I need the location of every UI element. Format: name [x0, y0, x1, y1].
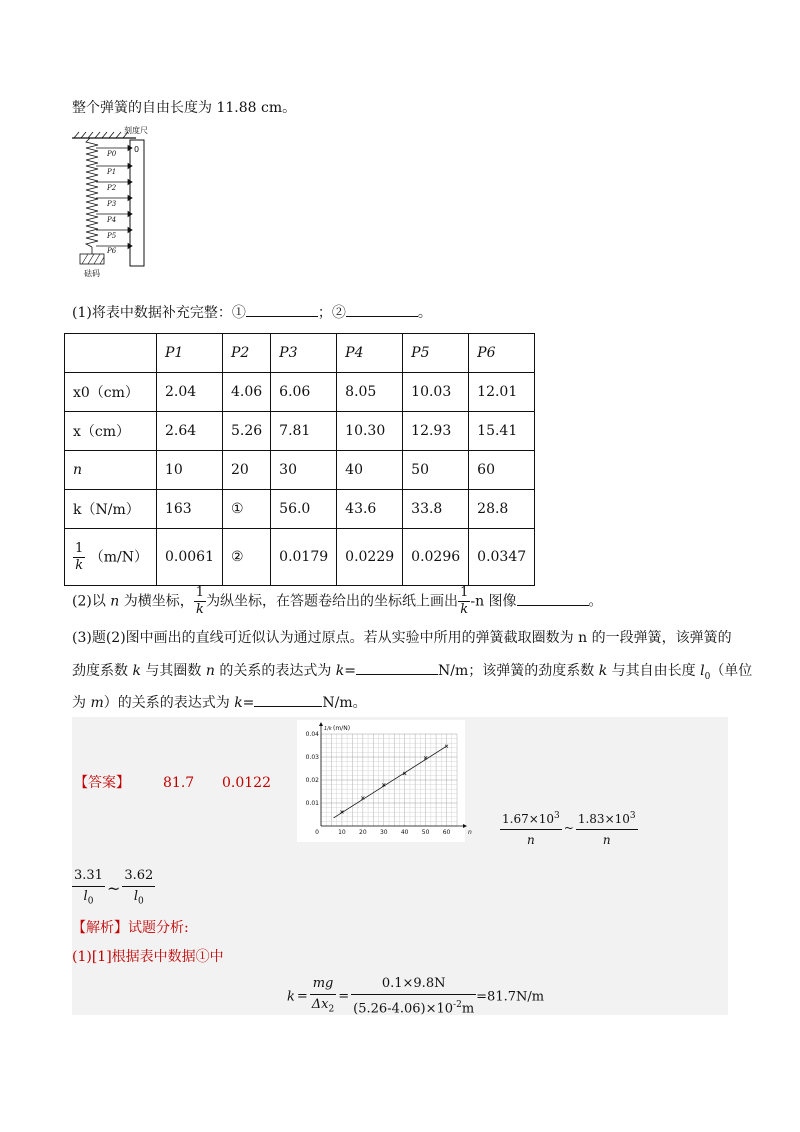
fraction [351, 974, 476, 1019]
table-row [65, 412, 535, 451]
frac-den-var: l [133, 889, 139, 904]
data-table [64, 333, 535, 586]
frac-num [576, 806, 638, 830]
eq-lhs: k [287, 989, 295, 1005]
x-tick-label: 50 [421, 829, 430, 836]
table-header: P4 [337, 334, 403, 373]
q3-var: k [598, 663, 608, 679]
fraction [500, 806, 562, 850]
frac-den [351, 995, 476, 1019]
frac-den [310, 995, 336, 1020]
frac-num: 3.31 [72, 866, 105, 887]
table-row [65, 451, 535, 490]
table-cell: 0.0179 [271, 529, 337, 586]
q1-sep: ；② [317, 305, 346, 321]
table-row [65, 490, 535, 529]
tilde: ~ [563, 821, 574, 835]
analysis-heading [72, 918, 189, 938]
analysis-equation [287, 974, 544, 1020]
fraction [576, 806, 638, 850]
weight-label: 砝码 [84, 269, 100, 278]
y-tick-label: 0.04 [305, 731, 319, 738]
q3-text: N/m；该弹簧的劲度系数 [438, 663, 599, 679]
eq-result: =81.7N/m [476, 989, 545, 1005]
q3-sub: 0 [704, 671, 711, 682]
frac-den-sub: 0 [138, 896, 144, 907]
table-cell: 28.8 [469, 490, 535, 529]
table-cell: 2.64 [156, 412, 222, 451]
frac-num: 1 [195, 585, 205, 600]
table-cell: 7.81 [271, 412, 337, 451]
frac-den: k [75, 557, 84, 573]
answer-expression-2 [72, 866, 155, 912]
frac-num: 1 [75, 540, 84, 556]
frac-den: n [527, 833, 535, 847]
y-tick-label: 0.01 [305, 800, 319, 807]
frac-num-text: 1.67×10 [502, 812, 555, 826]
frac-num: mg [310, 974, 336, 995]
q3-text: N/m。 [322, 695, 367, 711]
fraction [194, 585, 206, 618]
frac-den-var: l [83, 889, 88, 904]
y-axis-label-frac: 1/k [324, 726, 332, 732]
blank-4 [356, 660, 438, 675]
q2-d: -n 图像 [470, 593, 517, 610]
table-header: P1 [156, 334, 222, 373]
q3-text: 与其圈数 [140, 663, 206, 679]
x-tick-label: 30 [379, 829, 388, 836]
table-row [65, 529, 535, 586]
fraction [72, 866, 105, 912]
frac-num: 3.62 [122, 866, 155, 887]
frac-den: k [195, 602, 204, 617]
x-tick-label: 10 [338, 829, 346, 836]
answer-label: 【答案】 [74, 775, 130, 791]
y-tick-label: 0.03 [305, 754, 319, 761]
point-label: P2 [107, 184, 117, 192]
blank-1 [246, 302, 318, 317]
table-header: P3 [271, 334, 337, 373]
table-cell: 4.06 [222, 373, 270, 412]
frac-exp: -2 [453, 1000, 462, 1011]
row-label [65, 529, 157, 586]
q3-var: k= [335, 663, 356, 679]
analysis-line-1: (1)[1]根据表中数据①中 [72, 949, 224, 965]
table-cell: 43.6 [337, 490, 403, 529]
origin-label: 0 [315, 829, 319, 836]
row-label-unit: （m/N） [89, 549, 148, 565]
frac-den: k [460, 602, 469, 617]
table-cell: 5.26 [222, 412, 270, 451]
frac-num-text: 1.83×10 [577, 812, 630, 826]
analysis-label: 【解析】 [72, 920, 128, 936]
row-label: x0（cm） [65, 373, 157, 412]
frac-unit: m [461, 1001, 475, 1017]
table-cell: 56.0 [271, 490, 337, 529]
table-cell: ② [222, 529, 270, 586]
point-label: P4 [107, 216, 117, 224]
frac-den-sub: 2 [328, 1004, 335, 1015]
x-axis-label: n [468, 829, 472, 836]
eq-sign: = [338, 989, 350, 1005]
fraction [458, 585, 470, 618]
table-cell: 15.41 [469, 412, 535, 451]
q3-text: 为 [72, 695, 91, 711]
question-2 [72, 585, 603, 618]
table-cell: 60 [469, 451, 535, 490]
frac-den [72, 887, 105, 912]
blank-5 [254, 692, 322, 707]
fraction [310, 974, 336, 1020]
table-cell [65, 334, 157, 373]
analysis-title: 试题分析: [128, 920, 189, 936]
q3-var: k [132, 663, 141, 679]
table-header: P5 [403, 334, 469, 373]
q1-end: 。 [417, 305, 432, 321]
fraction [73, 541, 85, 574]
q3-text: （单位 [710, 663, 753, 679]
y-axis-label: (m/N) [333, 725, 351, 732]
answer-expression-1 [500, 806, 638, 850]
point-label: P0 [107, 150, 117, 158]
table-cell: 10 [156, 451, 222, 490]
table-cell: 12.93 [403, 412, 469, 451]
frac-den [122, 887, 155, 912]
fraction [122, 866, 155, 912]
answer-chart [297, 720, 472, 842]
row-label: n [65, 451, 157, 490]
q3-line-3 [72, 692, 367, 713]
q3-text: 与其自由长度 [607, 663, 701, 679]
row-label: x（cm） [65, 412, 157, 451]
table-cell: 0.0296 [403, 529, 469, 586]
row-label: k（N/m） [65, 490, 157, 529]
answer-value-1: 81.7 [163, 775, 195, 791]
frac-num: 0.1×9.8N [351, 974, 476, 995]
q3-text: 的关系的表达式为 [214, 663, 336, 679]
table-cell: 0.0061 [156, 529, 222, 586]
eq-sign: = [296, 989, 308, 1005]
q3-var: m [90, 695, 104, 711]
q3-text: ）的关系的表达式为 [103, 695, 235, 711]
blank-2 [346, 302, 418, 317]
table-cell: 163 [156, 490, 222, 529]
table-row [65, 373, 535, 412]
table-header: P2 [222, 334, 270, 373]
answer-value-2: 0.0122 [222, 775, 271, 791]
table-cell: 10.30 [337, 412, 403, 451]
table-cell: 20 [222, 451, 270, 490]
q3-line-1: (3)题(2)图中画出的直线可近似认为通过原点。若从实验中所用的弹簧截取圈数为 n 的一段弹簧，该弹簧的 [72, 630, 732, 646]
x-tick-label: 40 [400, 829, 409, 836]
table-cell: ① [222, 490, 270, 529]
ruler-label: 刻度尺 [124, 126, 148, 135]
frac-den-text: Δx [311, 997, 329, 1012]
x-tick-label: 60 [442, 829, 451, 836]
frac-den-text: (5.26-4.06)×10 [353, 1001, 454, 1017]
table-cell: 6.06 [271, 373, 337, 412]
intro-text: 整个弹簧的自由长度为 11.88 cm。 [72, 100, 297, 116]
frac-exp: 3 [554, 811, 560, 821]
q3-var: n [205, 663, 215, 679]
table-cell: 0.0347 [469, 529, 535, 586]
x-tick-label: 20 [359, 829, 367, 836]
table-cell: 8.05 [337, 373, 403, 412]
point-label: P3 [107, 200, 117, 208]
frac-num [500, 806, 562, 830]
q3-line-2 [72, 660, 752, 687]
y-tick-label: 0.02 [305, 777, 319, 784]
q2-n: n [110, 593, 120, 610]
q3-text: 劲度系数 [72, 663, 133, 679]
table-cell: 30 [271, 451, 337, 490]
tilde: ~ [106, 879, 121, 899]
q3-var: k= [234, 695, 255, 711]
table-cell: 12.01 [469, 373, 535, 412]
ruler-zero: 0 [134, 145, 140, 154]
table-header: P6 [469, 334, 535, 373]
frac-exp: 3 [629, 811, 636, 821]
table-cell: 50 [403, 451, 469, 490]
spring-figure [70, 124, 160, 282]
table-header-row [65, 334, 535, 373]
q3-var: l [700, 663, 705, 679]
q1-text: (1)将表中数据补充完整：① [72, 305, 246, 321]
table-cell: 10.03 [403, 373, 469, 412]
frac-den: n [602, 833, 611, 847]
frac-num: 1 [460, 585, 469, 600]
table-cell: 0.0229 [337, 529, 403, 586]
point-label: P6 [107, 247, 117, 255]
blank-3 [517, 591, 589, 606]
q2-end: 。 [588, 593, 603, 610]
frac-den-sub: 0 [87, 896, 94, 907]
point-label: P1 [107, 168, 117, 176]
q2-c: 为纵坐标，在答题卷给出的坐标纸上画出 [206, 593, 459, 610]
table-cell: 40 [337, 451, 403, 490]
table-cell: 33.8 [403, 490, 469, 529]
point-label: P5 [107, 232, 117, 240]
q2-a: (2)以 [72, 593, 106, 610]
table-cell: 2.04 [156, 373, 222, 412]
question-1 [72, 302, 432, 323]
q2-b: 为横坐标， [123, 593, 194, 610]
